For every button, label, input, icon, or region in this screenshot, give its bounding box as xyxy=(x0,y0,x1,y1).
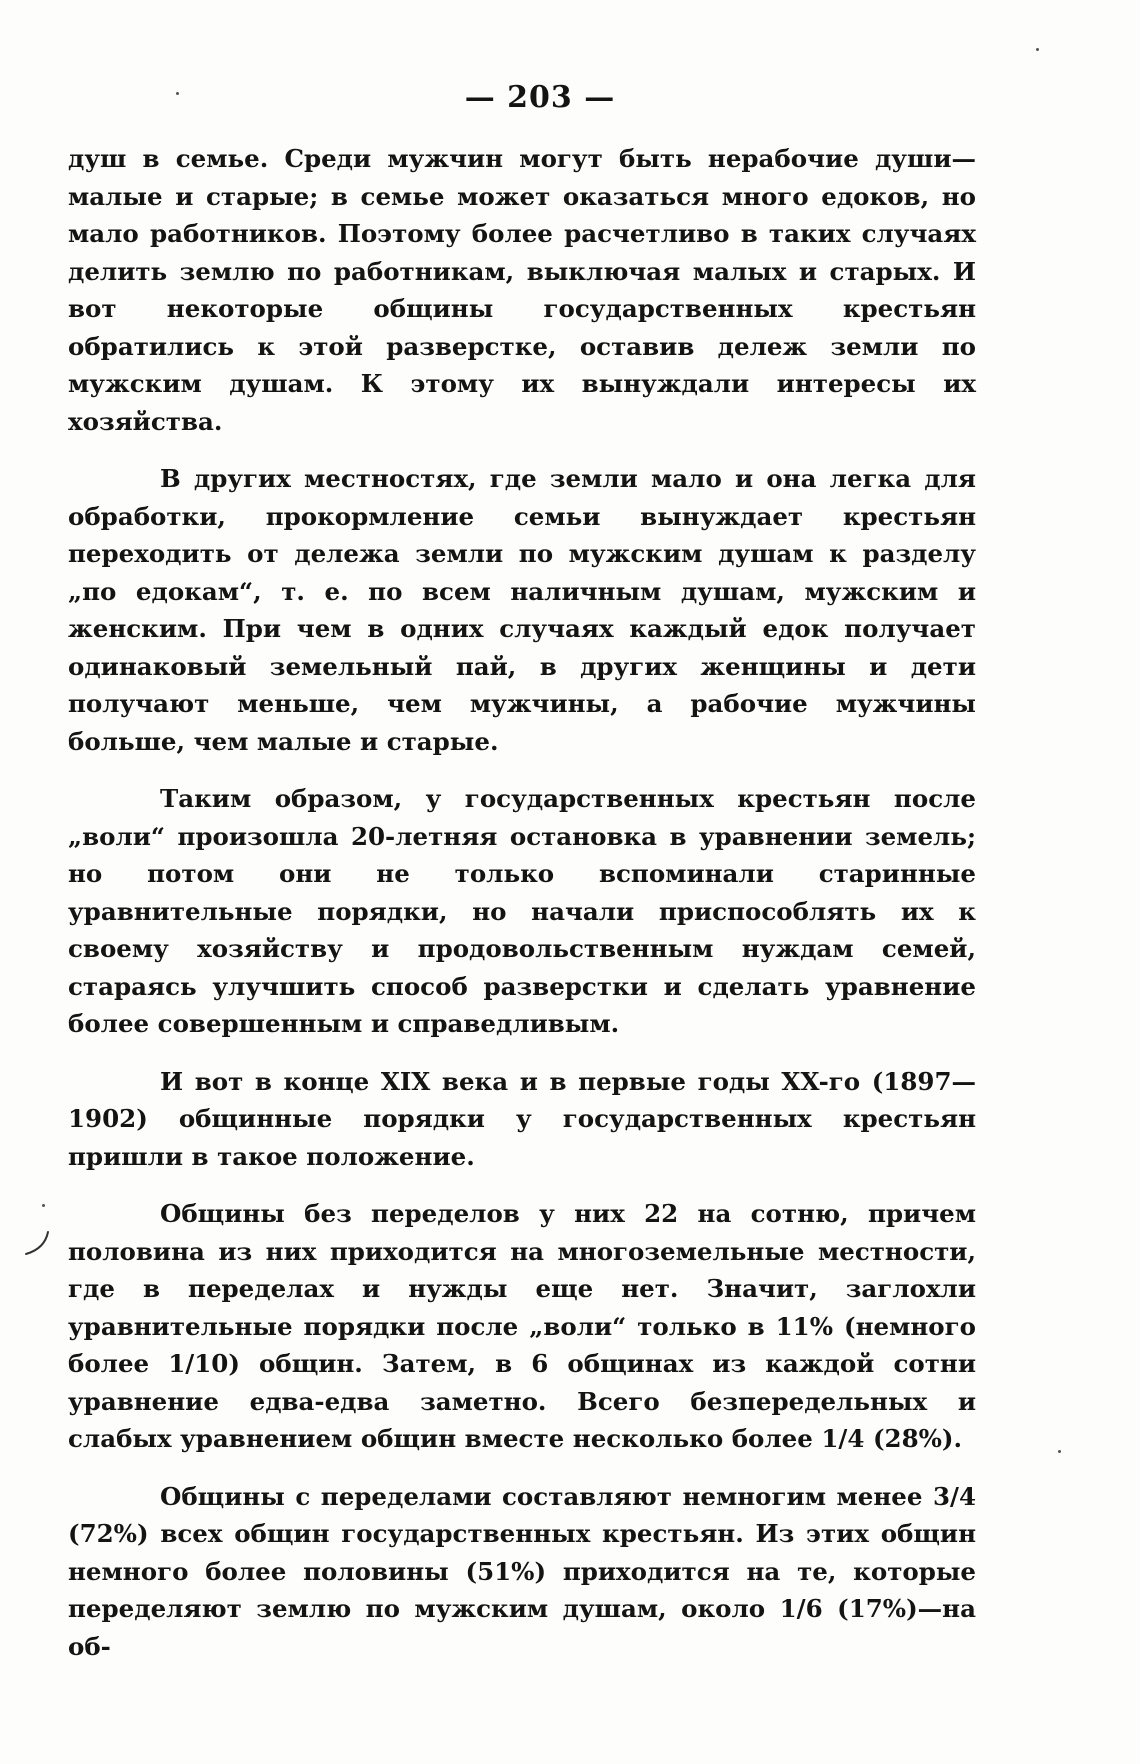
scan-speck xyxy=(1058,1450,1061,1453)
paragraph-1: душ в семье. Среди мужчин могут быть нерабочие души—малые и старые; в семье может оказаться много едоков, но мало работников. Поэтому более расчетливо в таких случаях делить землю по работникам, выключая малых и старых. И вот некоторые общины государственных крестьян обратились к этой разверстке, оставив дележ земли по мужским душам. К этому их вынуждали интересы их хозяйства. xyxy=(68,144,976,436)
paragraph-2: В других местностях, где земли мало и она легка для обработки, прокормление семьи вынуждает крестьян переходить от дележа земли по мужским душам к разделу „по едокам“, т. е. по всем наличным душам, мужским и женским. При чем в одних случаях каждый едок получает одинаковый земельный пай, в других женщины и дети получают меньше, чем мужчины, а рабочие мужчины больше, чем малые и старые. xyxy=(68,464,976,756)
paragraph-4: И вот в конце XIX века и в первые годы XX-го (1897—1902) общинные порядки у государственных крестьян пришли в такое положение. xyxy=(68,1066,976,1171)
page-number: — 203 — xyxy=(464,80,616,115)
paragraph-3: Таким образом, у государственных крестьян после „воли“ произошла 20-летняя остановка в уравнении земель; но потом они не только вспоминали старинные уравнительные порядки, но начали приспособлять их к своему хозяйству и продовольственным нуждам семей, стараясь улучшить способ разверстки и сделать уравнение более совершенным и справедливым. xyxy=(68,784,976,1038)
scan-speck xyxy=(176,92,179,95)
paragraph-5: Общины без переделов у них 22 на сотню, причем половина из них приходится на многоземельные местности, где в переделах и нужды еще нет. Значит, заглохли уравнительные порядки после „воли“ только в 11% (немного более 1/10) общин. Затем, в 6 общинах из каждой сотни уравнение едва-едва заметно. Всего безпередельных и слабых уравнением общин вместе несколько более 1/4 (28%). xyxy=(68,1199,976,1453)
paragraph-6: Общины с переделами составляют немногим менее 3/4 (72%) всех общин государственных крестьян. Из этих общин немного более половины (51%) приходится на те, которые переделяют землю по мужским душам, около 1/6 (17%)—на об- xyxy=(68,1481,976,1661)
scan-speck xyxy=(1036,48,1039,51)
margin-pencil-mark-icon xyxy=(24,1230,50,1258)
scan-speck xyxy=(42,1204,45,1207)
body-text xyxy=(68,140,976,1685)
